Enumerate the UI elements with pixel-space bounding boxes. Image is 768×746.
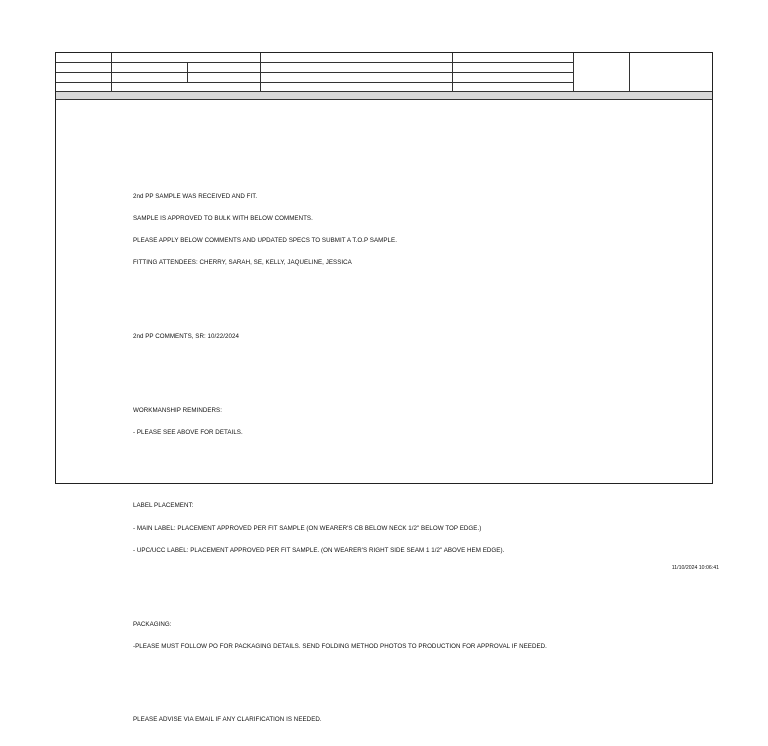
pp-comments-line: 2nd PP COMMENTS, SR: 10/22/2024 [133, 332, 239, 340]
label-placement-heading: LABEL PLACEMENT: [133, 502, 194, 510]
closing-note [133, 702, 693, 739]
workmanship-reminders [133, 392, 693, 451]
workmanship-heading: WORKMANSHIP REMINDERS: [133, 406, 222, 414]
workmanship-line: - PLEASE SEE ABOVE FOR DETAILS. [133, 428, 243, 436]
header-col-line [187, 62, 188, 82]
header-row-line [56, 72, 574, 73]
header-row-line [56, 62, 574, 63]
print-timestamp: 11/10/2024 10:06:41 [671, 565, 719, 571]
pp-comments-heading [133, 318, 693, 355]
main-label-line: - MAIN LABEL: PLACEMENT APPROVED PER FIT SAMPLE (ON WEARER'S CB BELOW NECK 1/2" BELOW TOP EDGE.) [133, 524, 482, 532]
header-col-line [629, 53, 630, 91]
header-col-line [260, 53, 261, 91]
fit-attendees-line: FITTING ATTENDEES: CHERRY, SARAH, SE, KELLY, JAQUELINE, JESSICA [133, 259, 352, 267]
fit-comments [133, 163, 693, 746]
header-col-line [573, 53, 574, 91]
header-row-line [56, 82, 574, 83]
header-col-line [111, 53, 112, 91]
fit-summary-line: SAMPLE IS APPROVED TO BULK WITH BELOW COMMENTS. [133, 214, 313, 222]
section-divider-band [56, 91, 712, 100]
closing-line: PLEASE ADVISE VIA EMAIL IF ANY CLARIFICATION IS NEEDED. [133, 716, 322, 724]
label-placement [133, 488, 693, 569]
fit-summary-line: 2nd PP SAMPLE WAS RECEIVED AND FIT. [133, 192, 258, 200]
fit-summary-line: PLEASE APPLY BELOW COMMENTS AND UPDATED SPECS TO SUBMIT A T.O.P SAMPLE. [133, 237, 397, 245]
packaging-line: -PLEASE MUST FOLLOW PO FOR PACKAGING DETAILS. SEND FOLDING METHOD PHOTOS TO PRODUCTION FOR APPROVAL IF NEEDED. [133, 642, 547, 650]
header-col-line [452, 53, 453, 91]
packaging [133, 606, 693, 665]
fit-summary [133, 178, 693, 282]
upc-label-line: - UPC/UCC LABEL: PLACEMENT APPROVED PER FIT SAMPLE. (ON WEARER'S RIGHT SIDE SEAM 1 1/2" ABOVE HEM EDGE). [133, 546, 505, 554]
packaging-heading: PACKAGING: [133, 620, 172, 628]
